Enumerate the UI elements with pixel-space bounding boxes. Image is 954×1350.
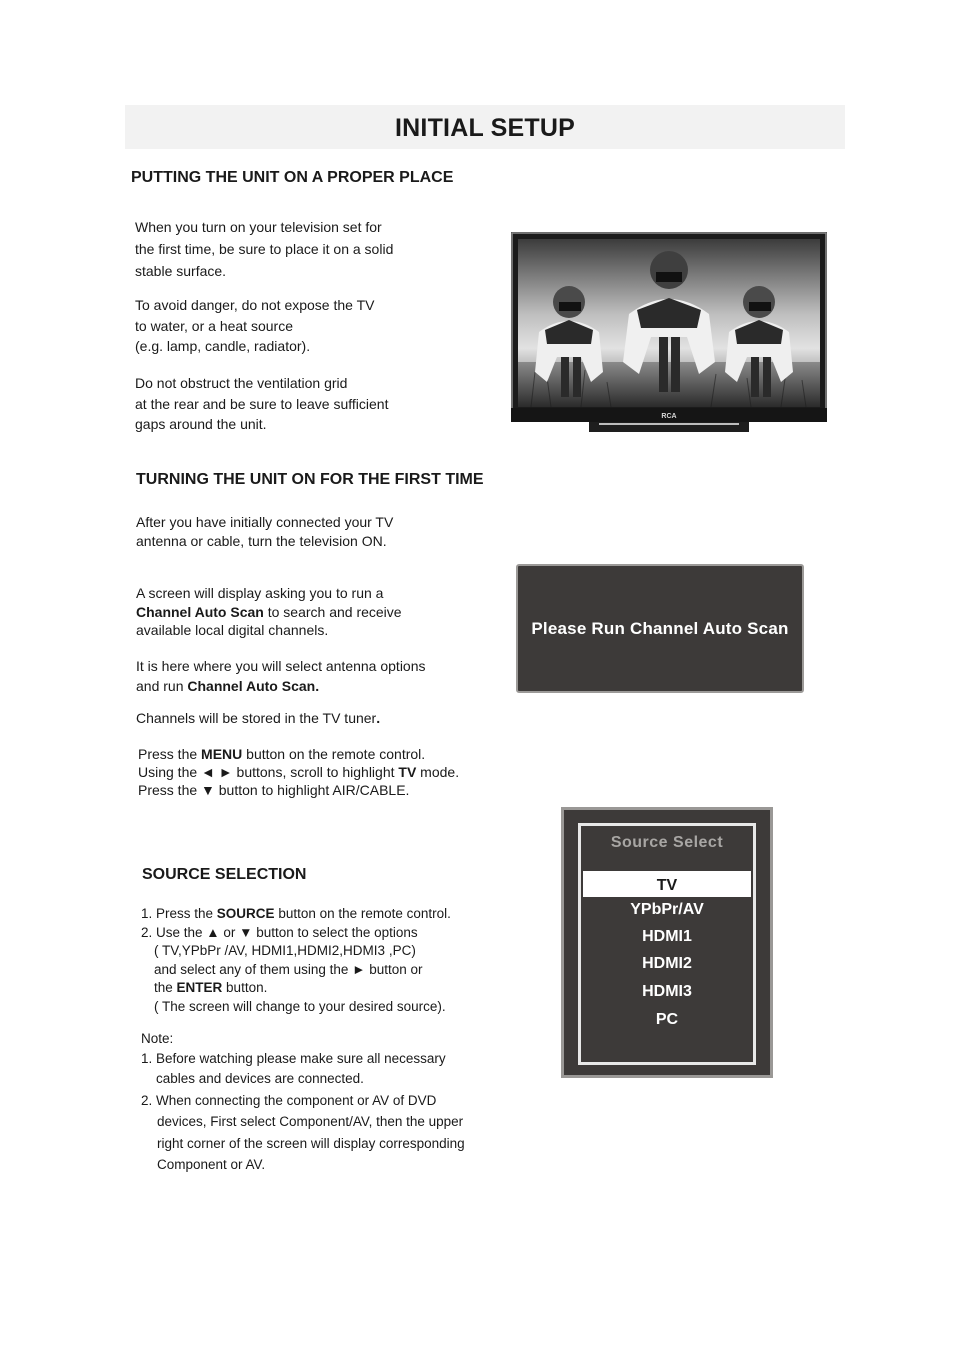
text-span: button. — [222, 980, 268, 995]
text-span: Using the ◄ ► buttons, scroll to highlight — [138, 764, 399, 780]
text-line: To avoid danger, do not expose the TV — [135, 297, 375, 313]
text-line: 2. When connecting the component or AV of DVD — [141, 1092, 437, 1108]
text-line: gaps around the unit. — [135, 416, 267, 432]
text-span: the — [154, 980, 177, 995]
text-line: 2. Use the ▲ or ▼ button to select the options — [141, 924, 418, 940]
bold-term: ENTER — [176, 980, 223, 995]
first-time-paragraph-3 — [136, 656, 476, 696]
source-option-hdmi3[interactable]: HDMI3 — [642, 983, 692, 1000]
text-span: button on the remote control. — [242, 746, 426, 762]
text-line — [136, 603, 476, 622]
text-line: When you turn on your television set for — [135, 219, 382, 235]
text-line: antenna or cable, turn the television ON. — [136, 532, 387, 549]
text-line: at the rear and be sure to leave sufficient — [135, 395, 389, 412]
note-label: Note: — [141, 1031, 174, 1046]
text-span: button on the remote control. — [274, 906, 451, 921]
source-select-title: Source Select — [610, 834, 724, 851]
source-instructions — [141, 905, 501, 1016]
source-option-hdmi1[interactable]: HDMI1 — [642, 928, 692, 945]
source-option-tv[interactable]: TV — [583, 871, 751, 897]
first-time-paragraph-5 — [138, 745, 498, 799]
first-time-paragraph-1 — [136, 513, 476, 550]
text-line: devices, First select Component/AV, then the upper — [157, 1114, 464, 1129]
text-line: Do not obstruct the ventilation grid — [135, 375, 348, 391]
text-span: mode. — [416, 764, 460, 780]
placement-paragraph-1 — [135, 216, 475, 282]
text-line: A screen will display asking you to run a — [136, 585, 384, 601]
bold-term: TV — [398, 764, 417, 780]
text-line — [138, 763, 498, 781]
text-line: to water, or a heat source — [135, 317, 293, 334]
text-span: and run — [136, 678, 188, 694]
page-title: INITIAL SETUP — [395, 114, 575, 142]
text-span: Channels will be stored in the TV tuner — [136, 710, 377, 726]
text-line: ( TV,YPbPr /AV, HDMI1,HDMI2,HDMI3 ,PC) — [154, 943, 416, 958]
text-span: . — [376, 710, 381, 726]
bold-term: Channel Auto Scan. — [187, 678, 320, 694]
source-select-menu — [561, 807, 773, 1078]
source-option-hdmi2[interactable]: HDMI2 — [642, 955, 692, 972]
source-select-panel — [578, 823, 756, 1065]
placement-paragraph-2 — [135, 295, 475, 357]
source-option-ypbpr-av[interactable]: YPbPr/AV — [630, 901, 704, 918]
text-line: the first time, be sure to place it on a solid — [135, 241, 394, 257]
text-span: 1. Press the — [141, 906, 217, 921]
auto-scan-message: Please Run Channel Auto Scan — [531, 618, 789, 638]
text-line: available local digital channels. — [136, 622, 329, 638]
text-line — [138, 745, 498, 763]
text-line — [136, 676, 476, 696]
text-line: After you have initially connected your TV — [136, 514, 394, 530]
bold-term: SOURCE — [216, 906, 275, 921]
text-line: Component or AV. — [157, 1157, 266, 1172]
section-heading-first-time: TURNING THE UNIT ON FOR THE FIRST TIME — [136, 471, 484, 488]
first-time-paragraph-2 — [136, 584, 476, 640]
note-block — [141, 1030, 501, 1176]
text-line: stable surface. — [135, 263, 227, 279]
placement-paragraph-3 — [135, 373, 475, 435]
source-option-pc[interactable]: PC — [655, 1011, 679, 1028]
tv-illustration — [511, 232, 827, 434]
tv-brand-logo: RCA — [661, 413, 677, 420]
bold-term: MENU — [201, 746, 243, 762]
text-span: Press the — [138, 746, 202, 762]
title-bar — [125, 105, 845, 149]
text-span: to search and receive — [263, 603, 402, 620]
section-heading-source: SOURCE SELECTION — [142, 866, 307, 883]
text-line: Press the ▼ button to highlight AIR/CABLE. — [138, 782, 410, 798]
text-line — [141, 905, 501, 924]
text-line: right corner of the screen will display corresponding — [157, 1135, 465, 1151]
text-line — [136, 709, 476, 728]
text-line: It is here where you will select antenna options — [136, 658, 426, 674]
text-line — [141, 979, 501, 998]
text-line: and select any of them using the ► button or — [154, 961, 423, 977]
bold-term: Channel Auto Scan — [136, 603, 264, 620]
section-heading-placement: PUTTING THE UNIT ON A PROPER PLACE — [131, 169, 454, 186]
text-line: ( The screen will change to your desired source). — [154, 998, 446, 1014]
first-time-paragraph-4 — [136, 709, 476, 728]
text-line: cables and devices are connected. — [156, 1070, 364, 1086]
text-line: (e.g. lamp, candle, radiator). — [135, 338, 311, 354]
auto-scan-screen — [516, 564, 804, 693]
text-line: 1. Before watching please make sure all necessary — [141, 1050, 446, 1066]
